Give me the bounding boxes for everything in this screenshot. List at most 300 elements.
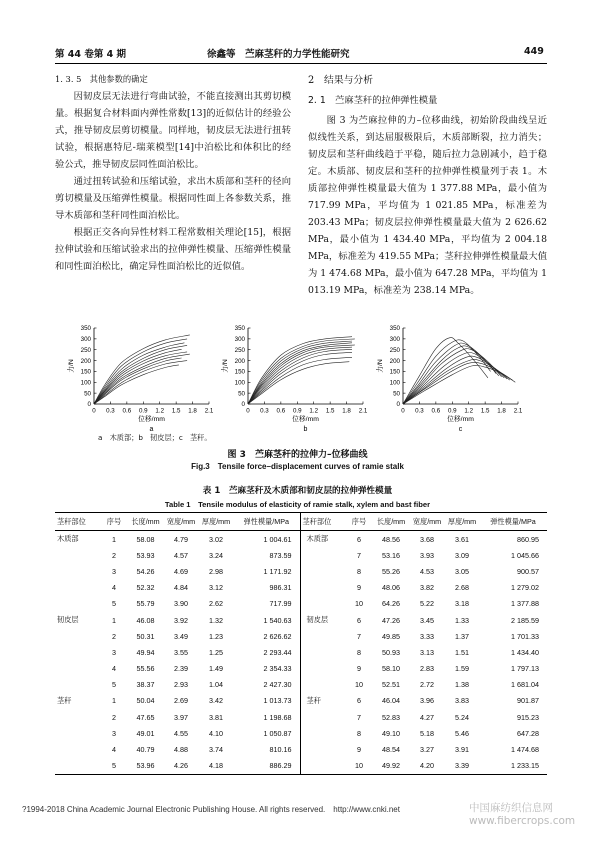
table-cell: 3.74 bbox=[209, 745, 223, 755]
table-cell: 7 bbox=[357, 550, 361, 560]
series-line-10 bbox=[248, 362, 349, 404]
y-tick-label: 250 bbox=[389, 346, 400, 354]
series-line-4 bbox=[248, 343, 352, 404]
table-cell: 38.37 bbox=[136, 680, 155, 690]
table-cell bbox=[55, 547, 100, 563]
table-cell: 900.57 bbox=[517, 566, 539, 576]
figure-panel-c bbox=[371, 322, 536, 438]
x-tick-label: 2.1 bbox=[204, 407, 214, 415]
table-cell: 53.93 bbox=[136, 550, 155, 560]
table-cell bbox=[300, 741, 345, 757]
table-cell: 3.39 bbox=[445, 758, 479, 775]
table-row bbox=[55, 628, 547, 644]
table-cell: 8 bbox=[357, 566, 361, 576]
x-tick-label: 0.3 bbox=[106, 407, 115, 415]
figure-panel-b bbox=[216, 322, 381, 438]
table-cell: 1.51 bbox=[455, 647, 469, 657]
table-cell: 4 bbox=[112, 583, 116, 593]
y-tick-label: 300 bbox=[80, 336, 91, 344]
chart-panel-a bbox=[62, 322, 227, 434]
table-cell: 2.93 bbox=[174, 680, 188, 690]
table-cell: 2.68 bbox=[455, 583, 469, 593]
table-cell: 4.10 bbox=[209, 728, 223, 738]
right-column bbox=[308, 72, 547, 299]
table-row bbox=[55, 580, 547, 596]
y-tick-label: 350 bbox=[80, 325, 91, 333]
table-cell: 4.27 bbox=[420, 712, 434, 722]
table-cell: 1 797.13 bbox=[511, 664, 539, 674]
table-cell: 1 050.87 bbox=[233, 725, 300, 741]
table-row bbox=[55, 677, 547, 693]
table-cell: 9 bbox=[357, 583, 361, 593]
table-cell: 韧皮层 bbox=[57, 615, 79, 625]
x-tick-label: 0 bbox=[246, 407, 250, 415]
column-header: 序号 bbox=[345, 513, 373, 531]
table-cell: 5 bbox=[112, 599, 116, 609]
watermark bbox=[469, 802, 575, 828]
x-tick-label: 2.1 bbox=[513, 407, 523, 415]
series-line-8 bbox=[403, 359, 510, 404]
table-cell: 2 293.44 bbox=[233, 644, 300, 660]
panel-label: c bbox=[458, 426, 463, 433]
y-tick-label: 150 bbox=[80, 368, 91, 376]
y-tick-label: 300 bbox=[234, 336, 245, 344]
table-cell: 1 377.88 bbox=[511, 599, 539, 609]
table-cell: 1 013.73 bbox=[233, 693, 300, 709]
table-cell: 4.57 bbox=[174, 550, 188, 560]
copyright-footer: ?1994-2018 China Academic Journal Electronic Publishing House. All rights reserved. http://www.cnki.net bbox=[22, 805, 400, 814]
y-tick-label: 50 bbox=[393, 390, 400, 398]
table-cell bbox=[55, 644, 100, 660]
chart-panel-b bbox=[216, 322, 381, 434]
table-cell: 46.08 bbox=[136, 615, 155, 625]
table-cell: 4.84 bbox=[174, 583, 188, 593]
table-cell: 55.26 bbox=[382, 566, 400, 576]
x-tick-label: 1.8 bbox=[188, 407, 197, 415]
table-cell: 3.02 bbox=[209, 534, 223, 544]
table-cell: 1.33 bbox=[455, 615, 469, 625]
table-cell: 2.98 bbox=[209, 566, 223, 576]
table-cell: 4.18 bbox=[199, 758, 233, 775]
table-cell: 55.56 bbox=[136, 664, 155, 674]
table-cell bbox=[55, 677, 100, 693]
column-header: 厚度/mm bbox=[445, 513, 479, 531]
table-cell: 1 233.15 bbox=[479, 758, 547, 775]
y-tick-label: 350 bbox=[234, 325, 245, 333]
column-header: 序号 bbox=[100, 513, 128, 531]
table-cell: 1 279.02 bbox=[511, 583, 539, 593]
x-tick-label: 1.2 bbox=[155, 407, 165, 415]
figure-legend: a 木质部；b 韧皮层；c 茎秆。 bbox=[98, 433, 212, 442]
table-cell: 2 626.62 bbox=[233, 628, 300, 644]
table-cell bbox=[55, 661, 100, 677]
table-cell: 986.31 bbox=[233, 580, 300, 596]
table-title-en: Table 1 Tensile modulus of elasticity of ramie stalk, xylem and bast fiber bbox=[164, 500, 431, 509]
table-cell bbox=[55, 709, 100, 725]
table-cell: 2.39 bbox=[174, 664, 188, 674]
table-cell: 3 bbox=[112, 647, 116, 657]
table-cell bbox=[300, 725, 345, 741]
table-cell: 48.54 bbox=[382, 745, 400, 755]
table-row bbox=[55, 612, 547, 628]
x-axis-label: 位移/mm bbox=[447, 416, 474, 423]
y-tick-label: 0 bbox=[87, 401, 91, 409]
table-row bbox=[55, 596, 547, 612]
paragraph: 因韧皮层无法进行弯曲试验，不能直接测出其剪切模量。根据复合材料面内弹性常数[13]的近似估计的经验公式，推导韧皮层剪切模量。同样地，韧皮层无法进行扭转试验，根据惠特尼-瑞莱模型[14]中泊松比和体积比的经验公式，推导韧皮层同性面泊松比。 bbox=[55, 91, 291, 170]
table-cell: 5.24 bbox=[455, 712, 469, 722]
table-cell bbox=[300, 547, 345, 563]
table-cell: 7 bbox=[357, 631, 361, 641]
table-cell: 3.33 bbox=[420, 631, 434, 641]
x-tick-label: 0 bbox=[92, 407, 96, 415]
table-cell: 886.29 bbox=[233, 758, 300, 775]
table-cell: 810.16 bbox=[233, 741, 300, 757]
y-tick-label: 100 bbox=[234, 379, 245, 387]
table-header-row bbox=[55, 513, 547, 531]
table-row bbox=[55, 531, 547, 548]
table-cell: 915.23 bbox=[517, 712, 539, 722]
figure-caption-en: Fig.3 Tensile force–displacement curves of ramie stalk bbox=[191, 462, 404, 471]
x-tick-label: 0.6 bbox=[122, 407, 132, 415]
figure-caption-cn: 图 3 苎麻茎秆的拉伸力–位移曲线 bbox=[227, 450, 368, 460]
table-cell: 4.53 bbox=[420, 566, 434, 576]
series-line-9 bbox=[248, 357, 352, 404]
table-cell: 49.01 bbox=[136, 728, 155, 738]
table-cell: 47.65 bbox=[136, 712, 155, 722]
table-cell bbox=[300, 758, 345, 775]
table-cell: 1.38 bbox=[455, 680, 469, 690]
table-cell: 茎秆 bbox=[57, 695, 72, 705]
table-row bbox=[55, 661, 547, 677]
table-cell: 6 bbox=[357, 615, 361, 625]
table-row bbox=[55, 725, 547, 741]
watermark-line-1: 中国麻纺织信息网 bbox=[469, 802, 553, 814]
table-cell: 49.92 bbox=[373, 758, 409, 775]
table-row bbox=[55, 758, 547, 775]
table-cell bbox=[300, 709, 345, 725]
table-cell: 1 681.04 bbox=[511, 680, 539, 690]
page-number: 449 bbox=[524, 46, 544, 57]
y-tick-label: 200 bbox=[234, 357, 245, 365]
table-cell bbox=[300, 644, 345, 660]
table-row bbox=[55, 644, 547, 660]
table-cell: 717.99 bbox=[233, 596, 300, 612]
table-cell: 50.93 bbox=[382, 647, 400, 657]
y-tick-label: 200 bbox=[389, 357, 400, 365]
x-tick-label: 1.2 bbox=[309, 407, 319, 415]
table-cell: 1.59 bbox=[455, 664, 469, 674]
series-line-1 bbox=[403, 338, 488, 404]
table-cell: 64.26 bbox=[382, 599, 400, 609]
y-tick-label: 350 bbox=[389, 325, 400, 333]
table-cell bbox=[300, 677, 345, 693]
paragraph: 图 3 为苎麻拉伸的力–位移曲线，初始阶段曲线呈近似线性关系，到达屈服极限后，木质部断裂，拉力消失；韧皮层和茎秆曲线趋于平稳，随后拉力急剧减小，趋于稳定。木质部、韧皮层和茎秆的拉伸弹性模量列于表 1。木质部拉伸弹性模量最大值为 1 377.88 MPa，最小值为 717.99 MPa，平均值为 1 021.85 MPa，标准差为 203.43 MPa；韧皮层拉伸弹性模量最大值为 2 626.62 MPa，最小值为 1 434.40 MPa，平均值为 2 004.18 MPa，标准差为 419.55 MPa；茎秆拉伸弹性模量最大值为 1 474.68 MPa，最小值为 647.28 MPa，平均值为 1 013.19 MPa，标准差为 238.14 MPa。 bbox=[308, 115, 547, 296]
table-cell: 2 bbox=[112, 550, 116, 560]
table-cell: 52.51 bbox=[382, 680, 400, 690]
table-cell bbox=[300, 596, 345, 612]
table-row bbox=[55, 563, 547, 579]
table-cell: 3.96 bbox=[420, 696, 434, 706]
section-heading: 2 结果与分析 bbox=[308, 75, 374, 86]
table-cell: 58.10 bbox=[382, 664, 400, 674]
table-cell bbox=[55, 741, 100, 757]
y-axis-label: 力/N bbox=[68, 359, 75, 373]
data-table bbox=[55, 512, 547, 775]
table-cell: 10 bbox=[355, 680, 363, 690]
x-tick-label: 0.3 bbox=[260, 407, 269, 415]
table-cell: 1 bbox=[112, 696, 116, 706]
table-cell: 5.22 bbox=[420, 599, 434, 609]
table-cell: 3.12 bbox=[209, 583, 223, 593]
table-cell: 3.09 bbox=[455, 550, 469, 560]
table-cell: 4.26 bbox=[163, 758, 199, 775]
table-cell bbox=[55, 580, 100, 596]
table-cell: 1 198.68 bbox=[233, 709, 300, 725]
table-cell: 48.56 bbox=[382, 534, 400, 544]
column-header: 弹性模量/MPa bbox=[479, 513, 547, 531]
table-cell: 3.27 bbox=[420, 745, 434, 755]
table-cell: 901.87 bbox=[517, 696, 539, 706]
table-cell: 木质部 bbox=[306, 534, 329, 544]
table-row bbox=[55, 693, 547, 709]
paragraph: 根据正交各向异性材料工程常数相关理论[15]，根据拉伸试验和压缩试验求出的拉伸弹性模量、压缩弹性模量和同性面泊松比，确定异性面泊松比的近似值。 bbox=[55, 227, 291, 272]
table-cell: 6 bbox=[357, 534, 361, 544]
table-row bbox=[55, 709, 547, 725]
table-cell: 3.83 bbox=[455, 696, 469, 706]
y-tick-label: 300 bbox=[389, 336, 400, 344]
table-cell: 2.69 bbox=[174, 696, 188, 706]
table-cell: 2 185.59 bbox=[511, 615, 539, 625]
table-cell: 3.81 bbox=[209, 712, 223, 722]
table-cell: 1 bbox=[112, 534, 116, 544]
table-cell: 3.42 bbox=[209, 696, 223, 706]
table-row bbox=[55, 547, 547, 563]
column-header: 长度/mm bbox=[373, 513, 409, 531]
table-row bbox=[55, 741, 547, 757]
x-tick-label: 1.5 bbox=[325, 407, 335, 415]
table-cell: 50.04 bbox=[136, 696, 155, 706]
table-cell: 2 354.33 bbox=[233, 661, 300, 677]
table-cell: 9 bbox=[357, 664, 361, 674]
series-line-8 bbox=[248, 352, 352, 404]
table-cell: 4.55 bbox=[174, 728, 188, 738]
table-cell: 2 427.30 bbox=[233, 677, 300, 693]
table-cell: 1 434.40 bbox=[511, 647, 539, 657]
table-cell: 4 bbox=[112, 745, 116, 755]
x-tick-label: 1.5 bbox=[480, 407, 490, 415]
table-cell: 3.90 bbox=[174, 599, 188, 609]
table-cell bbox=[300, 628, 345, 644]
table-cell: 53.16 bbox=[382, 550, 400, 560]
x-tick-label: 1.2 bbox=[464, 407, 474, 415]
table-cell bbox=[55, 563, 100, 579]
table-cell: 3.05 bbox=[455, 566, 469, 576]
table-cell: 4.79 bbox=[174, 534, 188, 544]
y-tick-label: 100 bbox=[389, 379, 400, 387]
series-line-7 bbox=[248, 349, 352, 404]
table-cell: 茎秆 bbox=[306, 695, 321, 705]
figure-panel-a bbox=[62, 322, 227, 438]
table-cell: 4.20 bbox=[409, 758, 445, 775]
table-cell: 58.08 bbox=[136, 534, 155, 544]
y-tick-label: 150 bbox=[389, 368, 400, 376]
table-cell: 4.88 bbox=[174, 745, 188, 755]
table-cell: 10 bbox=[345, 758, 373, 775]
table-cell: 2 bbox=[112, 631, 116, 641]
table-cell: 2.83 bbox=[420, 664, 434, 674]
table-cell: 3.93 bbox=[420, 550, 434, 560]
x-axis-label: 位移/mm bbox=[138, 416, 165, 423]
column-header: 厚度/mm bbox=[199, 513, 233, 531]
column-header: 长度/mm bbox=[128, 513, 163, 531]
paragraph: 通过扭转试验和压缩试验，求出木质部和茎秆的径向剪切模量及压缩弹性模量。根据同性面上各参数关系，推导木质部和茎秆同性面泊松比。 bbox=[55, 176, 291, 221]
table-cell: 1.37 bbox=[455, 631, 469, 641]
table-cell: 8 bbox=[357, 728, 361, 738]
table-cell: 1.49 bbox=[209, 664, 223, 674]
column-header: 宽度/mm bbox=[409, 513, 445, 531]
table-cell: 3.49 bbox=[174, 631, 188, 641]
table-cell: 2 bbox=[112, 712, 116, 722]
table-cell: 1 701.33 bbox=[511, 631, 539, 641]
table-cell: 49.10 bbox=[382, 728, 400, 738]
y-tick-label: 0 bbox=[396, 401, 400, 409]
x-tick-label: 1.8 bbox=[342, 407, 351, 415]
column-header: 宽度/mm bbox=[163, 513, 199, 531]
table-cell: 55.79 bbox=[136, 599, 155, 609]
table-cell: 3.45 bbox=[420, 615, 434, 625]
table-cell: 47.26 bbox=[382, 615, 400, 625]
x-tick-label: 0.3 bbox=[415, 407, 424, 415]
table-cell: 3.18 bbox=[455, 599, 469, 609]
table-cell: 873.59 bbox=[233, 547, 300, 563]
x-tick-label: 0.6 bbox=[276, 407, 286, 415]
table-cell: 3.24 bbox=[209, 550, 223, 560]
y-axis-label: 力/N bbox=[377, 359, 384, 373]
table-cell: 6 bbox=[357, 696, 361, 706]
x-tick-label: 0.9 bbox=[138, 407, 148, 415]
watermark-line-2: www.fibercrops.com bbox=[469, 815, 576, 827]
table-cell bbox=[300, 563, 345, 579]
table-cell: 5 bbox=[100, 758, 128, 775]
y-tick-label: 50 bbox=[84, 390, 91, 398]
table-cell bbox=[55, 628, 100, 644]
table-cell: 54.26 bbox=[136, 566, 155, 576]
table-cell: 1.32 bbox=[209, 615, 223, 625]
table-cell: 3 bbox=[112, 566, 116, 576]
y-tick-label: 0 bbox=[241, 401, 245, 409]
y-tick-label: 150 bbox=[234, 368, 245, 376]
table-cell: 3.97 bbox=[174, 712, 188, 722]
table-cell: 3 bbox=[112, 728, 116, 738]
table-cell bbox=[300, 661, 345, 677]
table-cell: 3.13 bbox=[420, 647, 434, 657]
table-cell: 50.31 bbox=[136, 631, 155, 641]
table-cell: 3.91 bbox=[455, 745, 469, 755]
x-tick-label: 1.8 bbox=[497, 407, 506, 415]
table-cell: 2.62 bbox=[209, 599, 223, 609]
table-cell: 3.82 bbox=[420, 583, 434, 593]
left-column bbox=[55, 71, 291, 275]
running-header-journal: 第 44 卷第 4 期 bbox=[55, 49, 127, 60]
table-cell: 52.32 bbox=[136, 583, 155, 593]
panel-label: b bbox=[303, 426, 308, 433]
table-cell: 49.85 bbox=[382, 631, 400, 641]
table-cell: 1 474.68 bbox=[511, 745, 539, 755]
table-cell: 木质部 bbox=[57, 534, 79, 544]
x-tick-label: 0.6 bbox=[431, 407, 441, 415]
table-cell: 3.55 bbox=[174, 647, 188, 657]
x-tick-label: 0 bbox=[401, 407, 405, 415]
subsection-heading: 1. 3. 5 其他参数的确定 bbox=[55, 74, 148, 84]
table-cell: 1 045.66 bbox=[511, 550, 539, 560]
table-cell: 韧皮层 bbox=[306, 615, 329, 625]
y-tick-label: 250 bbox=[80, 346, 91, 354]
table-cell: 8 bbox=[357, 647, 361, 657]
x-tick-label: 0.9 bbox=[447, 407, 457, 415]
table-cell: 4 bbox=[112, 664, 116, 674]
table-cell: 49.94 bbox=[136, 647, 155, 657]
table-cell bbox=[55, 596, 100, 612]
table-cell: 1.25 bbox=[209, 647, 223, 657]
subsection-heading: 2. 1 苎麻茎秆的拉伸弹性模量 bbox=[308, 95, 438, 106]
table-cell: 9 bbox=[357, 745, 361, 755]
x-tick-label: 1.5 bbox=[171, 407, 181, 415]
table-cell: 4.69 bbox=[174, 566, 188, 576]
series-line-7 bbox=[403, 356, 507, 404]
y-axis-label: 力/N bbox=[222, 359, 229, 373]
x-tick-label: 2.1 bbox=[358, 407, 368, 415]
table-cell: 1 171.92 bbox=[233, 563, 300, 579]
table-cell: 7 bbox=[357, 712, 361, 722]
table-cell bbox=[55, 758, 100, 775]
table-cell: 10 bbox=[355, 599, 363, 609]
series-line-2 bbox=[248, 339, 355, 404]
table-cell: 53.96 bbox=[128, 758, 163, 775]
table-cell: 1 540.63 bbox=[233, 612, 300, 628]
table-cell: 5.46 bbox=[455, 728, 469, 738]
table-cell: 48.06 bbox=[382, 583, 400, 593]
table-cell: 1 004.61 bbox=[233, 531, 300, 548]
table-cell: 1.04 bbox=[209, 680, 223, 690]
y-tick-label: 50 bbox=[238, 390, 245, 398]
table-cell: 40.79 bbox=[136, 745, 155, 755]
table-cell: 52.83 bbox=[382, 712, 400, 722]
x-tick-label: 0.9 bbox=[292, 407, 302, 415]
table-cell: 3.61 bbox=[455, 534, 469, 544]
table-cell: 5 bbox=[112, 680, 116, 690]
chart-panel-c bbox=[371, 322, 536, 434]
y-tick-label: 250 bbox=[234, 346, 245, 354]
table-cell: 5.18 bbox=[420, 728, 434, 738]
column-header: 弹性模量/MPa bbox=[233, 513, 300, 531]
table-container bbox=[55, 512, 547, 775]
y-tick-label: 200 bbox=[80, 357, 91, 365]
series-line-3 bbox=[403, 343, 496, 404]
table-cell: 647.28 bbox=[517, 728, 539, 738]
running-header-title: 徐鑫等 苎麻茎秆的力学性能研究 bbox=[207, 49, 350, 60]
table-cell: 3.68 bbox=[420, 534, 434, 544]
column-header: 茎秆部位 bbox=[300, 513, 345, 531]
table-cell: 1.23 bbox=[209, 631, 223, 641]
table-title-cn: 表 1 苎麻茎秆及木质部和韧皮层的拉伸弹性模量 bbox=[202, 486, 393, 496]
table-cell: 860.95 bbox=[517, 534, 539, 544]
column-header: 茎秆部位 bbox=[55, 513, 100, 531]
table-cell: 2.72 bbox=[420, 680, 434, 690]
table-cell: 46.04 bbox=[382, 696, 400, 706]
table-cell: 3.92 bbox=[174, 615, 188, 625]
table-cell bbox=[300, 580, 345, 596]
header-rule bbox=[55, 63, 547, 64]
